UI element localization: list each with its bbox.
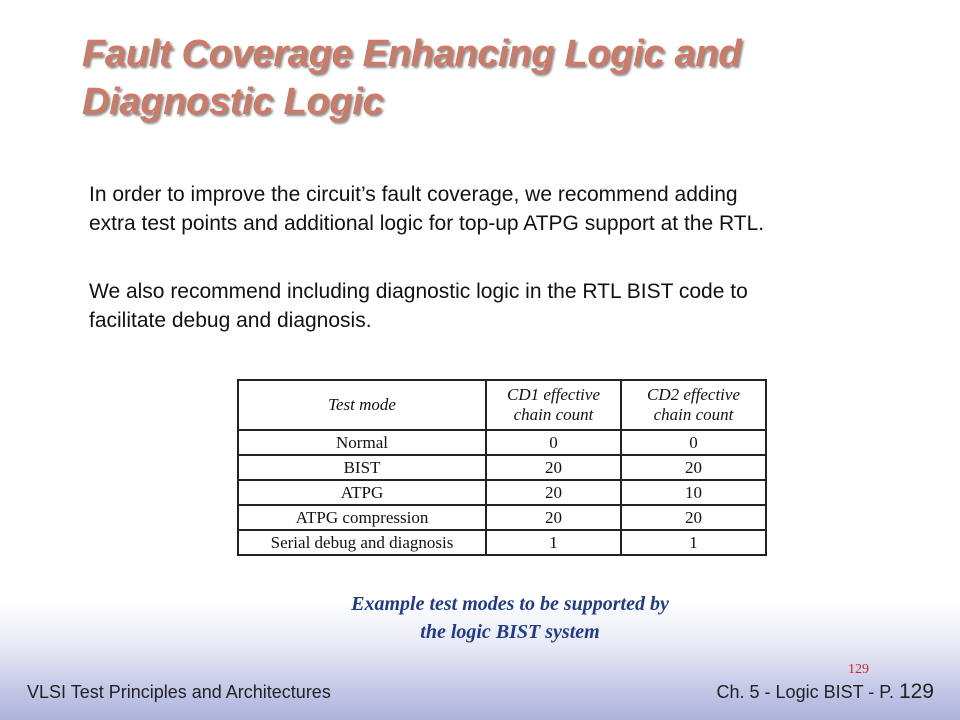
footer-page-number: 129: [898, 680, 934, 703]
header-cd1-chain-count: [486, 380, 621, 430]
cell-cd1-count: 0: [486, 430, 621, 455]
table-row: [238, 455, 766, 480]
cell-cd2-count: 20: [621, 455, 766, 480]
table-row: [238, 530, 766, 555]
caption-line-1: Example test modes to be supported by: [351, 593, 669, 615]
table-row: [238, 430, 766, 455]
title-line-2: Diagnostic Logic: [82, 81, 384, 123]
cell-cd2-count: 1: [621, 530, 766, 555]
cell-cd2-count: 20: [621, 505, 766, 530]
cell-cd1-count: 20: [486, 480, 621, 505]
cell-test-mode: Serial debug and diagnosis: [238, 530, 486, 555]
paragraph-2-line-2: facilitate debug and diagnosis.: [89, 309, 372, 332]
test-modes-table-container: [237, 379, 767, 556]
footer-chapter-label: Ch. 5 - Logic BIST - P.: [716, 682, 899, 702]
cell-cd1-count: 20: [486, 505, 621, 530]
header-cd2-line-1: CD2 effective: [647, 385, 740, 404]
table-header-row: [238, 380, 766, 430]
header-test-mode: Test mode: [238, 380, 486, 430]
table-caption: [260, 590, 760, 646]
paragraph-fault-coverage: [89, 180, 949, 238]
slide-title: [82, 30, 842, 126]
table-row: [238, 480, 766, 505]
cell-cd2-count: 0: [621, 430, 766, 455]
cell-test-mode: ATPG compression: [238, 505, 486, 530]
header-cd1-line-1: CD1 effective: [507, 385, 600, 404]
paragraph-1-line-1: In order to improve the circuit’s fault coverage, we recommend adding: [89, 183, 738, 206]
table-row: [238, 505, 766, 530]
footer-course-title: VLSI Test Principles and Architectures: [27, 682, 331, 702]
cell-test-mode: Normal: [238, 430, 486, 455]
paragraph-2-line-1: We also recommend including diagnostic logic in the RTL BIST code to: [89, 280, 748, 303]
footer-chapter-page: [717, 680, 934, 704]
cell-cd2-count: 10: [621, 480, 766, 505]
cell-cd1-count: 1: [486, 530, 621, 555]
paragraph-1-line-2: extra test points and additional logic for top-up ATPG support at the RTL.: [89, 212, 765, 235]
cell-cd1-count: 20: [486, 455, 621, 480]
header-cd2-line-2: chain count: [653, 405, 734, 424]
cell-test-mode: ATPG: [238, 480, 486, 505]
title-line-1: Fault Coverage Enhancing Logic and: [82, 33, 742, 75]
cell-test-mode: BIST: [238, 455, 486, 480]
header-cd2-chain-count: [621, 380, 766, 430]
caption-line-2: the logic BIST system: [420, 621, 600, 643]
header-cd1-line-2: chain count: [513, 405, 594, 424]
test-modes-table: [237, 379, 767, 556]
small-page-number: 129: [848, 662, 869, 677]
paragraph-diagnostic-logic: [89, 277, 949, 335]
